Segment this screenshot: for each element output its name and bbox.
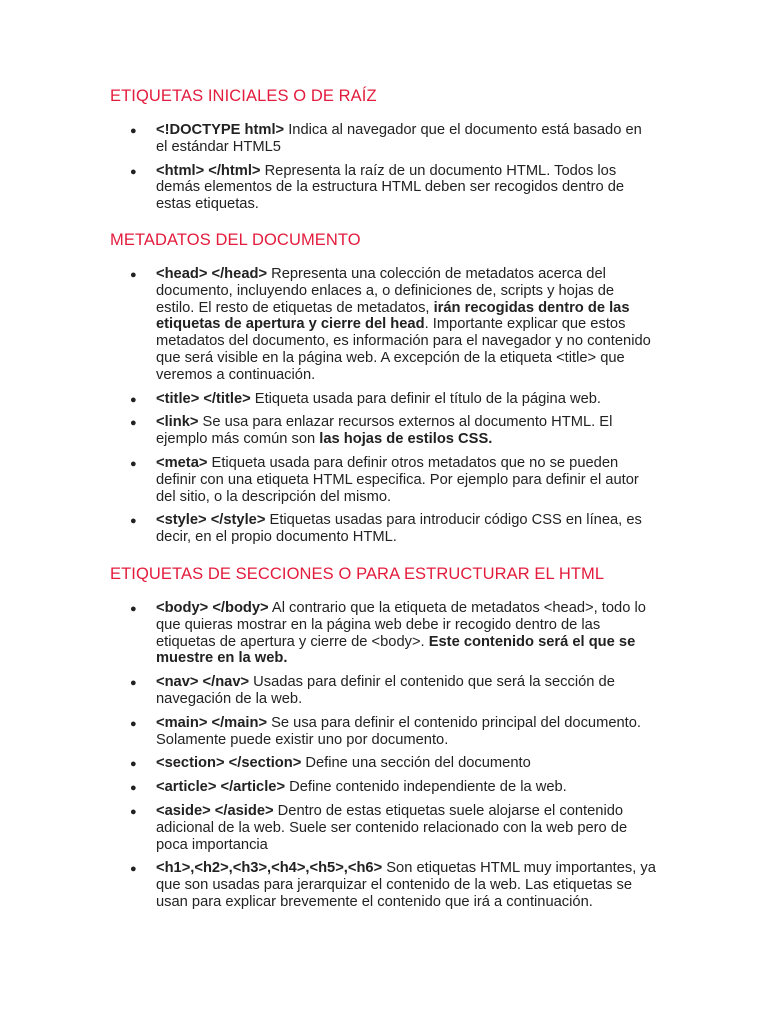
tag-name: <h1>,<h2>,<h3>,<h4>,<h5>,<h6> [156,860,383,877]
tag-name: <link> [156,414,199,431]
list-secciones [0,600,768,918]
bullet-icon: ● [130,125,137,137]
list-item-main [0,715,656,749]
item-emphasis: Este contenido será el que se muestre en la web. [156,633,636,667]
list-item-headings [0,860,656,910]
list-item-section [0,755,656,772]
bullet-icon: ● [130,677,137,690]
item-description: Define una sección del documento [301,755,531,772]
bullet-icon: ● [130,863,137,876]
item-description: Se usa para definir el contenido principal del documento. Solamente puede existir uno por documento. [156,714,641,748]
list-item-html [0,163,656,213]
item-description: Etiqueta usada para definir el título de la página web. [250,390,601,407]
item-description: Etiqueta usada para definir otros metadatos que no se pueden definir con una etiqueta HTML especifica. Por ejemplo para definir el autor del sitio, o la descripción del mismo. [156,454,639,505]
bullet-icon: ● [130,758,137,771]
item-description: Define contenido independiente de la web. [285,779,567,796]
section-title-metadatos: METADATOS DEL DOCUMENTO [110,231,361,249]
item-description-continued: . Importante explicar que estos metadatos del documento, es información para el navegador y no contenido que será visible en la página web. A excepción de la etiqueta <title> que veremos a continuación. [156,316,651,383]
list-item-article [0,779,656,796]
item-description: Al contrario que la etiqueta de metadatos <head>, todo lo que quieras mostrar en la página web debe ir recogido dentro de las etiquetas de apertura y cierre de <body>. [156,600,646,650]
item-emphasis: las hojas de estilos CSS. [319,431,493,448]
item-emphasis: irán recogidas dentro de las etiquetas de apertura y cierre del head [156,299,630,333]
bullet-icon: ● [130,603,137,615]
bullet-icon: ● [130,269,137,281]
item-description: Dentro de estas etiquetas suele alojarse el contenido adicional de la web. Suele ser contenido relacionado con la web pero de poca importancia [156,802,628,853]
item-description: Indica al navegador que el documento está basado en el estándar HTML5 [156,122,642,155]
item-description: Usadas para definir el contenido que será la sección de navegación de la web. [156,674,615,707]
list-item-title [0,391,656,408]
item-description: Representa una colección de metadatos acerca del documento, incluyendo enlaces a, o definiciones de, scripts y hojas de estilo. El resto de etiquetas de metadatos, [156,266,615,316]
bullet-icon: ● [130,165,137,178]
bullet-icon: ● [130,417,137,430]
tag-name: <title> </title> [156,390,251,407]
section-title-raiz: ETIQUETAS INICIALES O DE RAÍZ [110,87,377,105]
list-item-meta [0,455,656,505]
tag-name: <body> </body> [156,600,269,616]
list-item-body [0,600,656,667]
tag-name: <nav> </nav> [156,674,250,691]
bullet-icon: ● [130,457,137,470]
item-description: Representa la raíz de un documento HTML. Todos los demás elementos de la estructura HTML deben ser recogidos dentro de estas etiquetas. [156,162,625,213]
tag-name: <head> </head> [156,266,268,282]
bullet-icon: ● [130,515,137,528]
bullet-icon: ● [130,805,137,818]
tag-name: <article> </article> [156,779,286,796]
tag-name: <!DOCTYPE html> [156,122,285,138]
list-item-link [0,414,656,448]
tag-name: <html> </html> [156,162,261,179]
item-description: Se usa para enlazar recursos externos al documento HTML. El ejemplo más común son [156,414,613,448]
tag-name: <aside> </aside> [156,802,274,819]
list-item-doctype [0,122,656,156]
tag-name: <meta> [156,454,208,471]
item-description: Etiquetas usadas para introducir código CSS en línea, es decir, en el propio documento HTML. [156,512,642,546]
list-raiz [0,122,768,220]
tag-name: <section> </section> [156,755,302,772]
tag-name: <style> </style> [156,512,266,529]
list-metadatos [0,266,768,553]
list-item-nav [0,674,656,708]
bullet-icon: ● [130,717,137,730]
list-item-style [0,512,656,546]
tag-name: <main> </main> [156,714,268,731]
bullet-icon: ● [130,393,137,406]
section-title-secciones: ETIQUETAS DE SECCIONES O PARA ESTRUCTURAR EL HTML [110,565,605,583]
item-description: Son etiquetas HTML muy importantes, ya que son usadas para jerarquizar el contenido de la web. Las etiquetas se usan para explicar brevemente el contenido que irá a continuación. [156,860,656,910]
bullet-icon: ● [130,782,137,795]
list-item-aside [0,803,656,853]
list-item-head [0,266,656,384]
